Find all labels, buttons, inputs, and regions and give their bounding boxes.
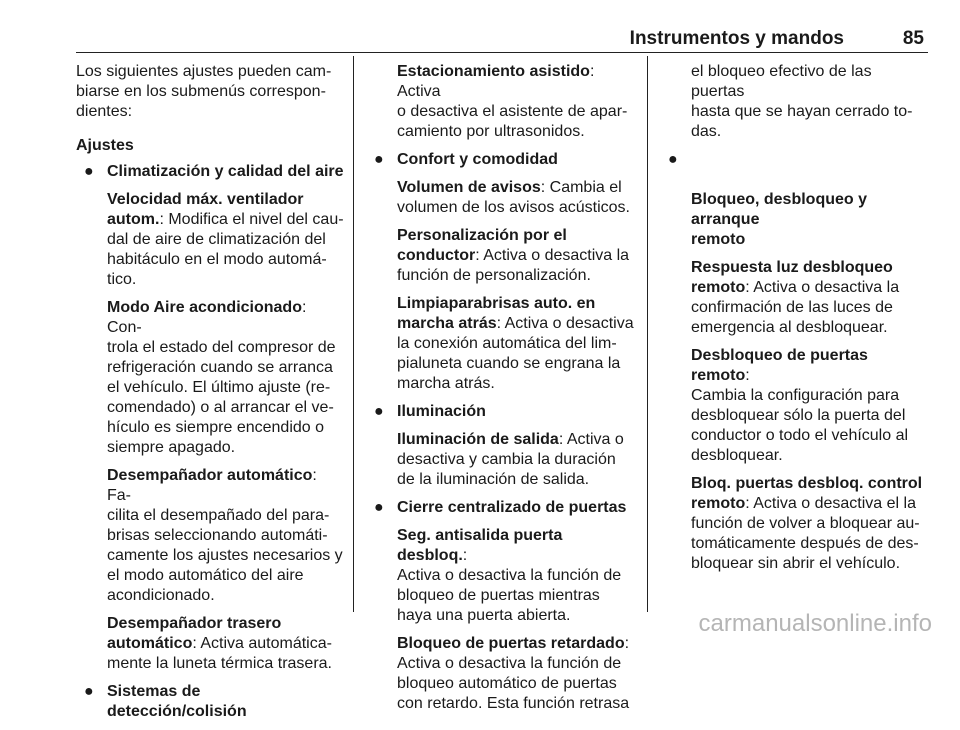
setting-description: : Activa o desactiva la conexión automática del lim- pialuneta cuando se engrana la marcha atrás.	[397, 315, 634, 392]
intro-paragraph: Los siguientes ajustes pueden cam- biarse en los submenús correspon- dientes:	[76, 63, 332, 120]
bullet-label: Bloqueo, desbloqueo y arranque remoto	[691, 191, 868, 248]
setting-term: Desbloqueo de puertas remoto	[691, 347, 868, 384]
setting-term: Seg. antisalida puerta desbloq.	[397, 527, 563, 564]
setting-term: Personalización por el conductor	[397, 227, 567, 264]
bullet-icon: ●	[84, 163, 94, 180]
setting-description: : Activa o desactiva y cambia la duración de la iluminación de salida.	[397, 431, 624, 488]
bullet-heading	[366, 150, 634, 170]
bullet-label: Cierre centralizado de puertas	[397, 499, 627, 516]
setting-term: Velocidad máx. ventilador autom.	[107, 191, 304, 228]
setting-term: Iluminación de salida	[397, 431, 559, 448]
setting-term: Volumen de avisos	[397, 179, 541, 196]
setting-item	[660, 474, 928, 574]
setting-description: : Con- trola el estado del compresor de refrigeración cuando se arranca el vehículo. El último ajuste (re- comendado) o al arrancar el ve- hículo es siempre encendido o siempre apagado.	[107, 299, 336, 456]
section-heading: Ajustes	[76, 137, 134, 154]
setting-description: : Activa o desactiva la confirmación de las luces de emergencia al desbloquear.	[691, 279, 900, 336]
setting-item	[366, 226, 634, 286]
column-3	[660, 62, 928, 582]
setting-description: : Fa- cilita el desempañado del para- brisas seleccionando automáti- camente los ajustes necesarios y el modo automático del aire acondicionado.	[107, 467, 343, 604]
bullet-heading	[76, 682, 344, 722]
page-number: 85	[902, 28, 924, 49]
setting-item	[366, 62, 634, 142]
setting-term: Bloqueo de puertas retardado	[397, 635, 625, 652]
bullet-heading	[660, 150, 928, 250]
continued-paragraph: el bloqueo efectivo de las puertas hasta que se hayan cerrado to- das.	[691, 63, 913, 140]
column-2	[366, 62, 634, 714]
header-divider	[76, 52, 928, 53]
bullet-icon: ●	[374, 151, 384, 168]
setting-item	[660, 346, 928, 466]
setting-term: Estacionamiento asistido	[397, 63, 590, 80]
setting-description: : Cambia la configuración para desbloquear sólo la puerta del conductor o todo el vehículo al desbloquear.	[691, 367, 909, 464]
setting-description: : Activa automática- mente la luneta térmica trasera.	[107, 635, 332, 672]
bullet-heading	[366, 402, 634, 422]
setting-term: Modo Aire acondicionado	[107, 299, 302, 316]
bullet-heading	[76, 162, 344, 182]
setting-description: : Activa o desactiva el la función de volver a bloquear au- tomáticamente después de des- bloquear sin abrir el vehículo.	[691, 495, 920, 572]
watermark: carmanualsonline.info	[698, 610, 932, 637]
page-header	[76, 26, 928, 52]
setting-item	[76, 614, 344, 674]
setting-term: Desempañador automático	[107, 467, 313, 484]
column-divider-1	[353, 56, 354, 612]
setting-item	[366, 178, 634, 218]
setting-description: : Cambia el volumen de los avisos acústicos.	[397, 179, 630, 216]
setting-description: : Modifica el nivel del cau- dal de aire de climatización del habitáculo en el modo automá- tico.	[107, 211, 344, 288]
setting-description: : Activa o desactiva la función de bloqueo automático de puertas con retardo. Esta función retrasa	[397, 635, 630, 712]
bullet-label: Climatización y calidad del aire	[107, 163, 344, 180]
bullet-label: Sistemas de detección/colisión	[107, 683, 247, 720]
setting-item	[366, 526, 634, 626]
setting-item	[76, 298, 344, 458]
setting-item	[366, 634, 634, 714]
setting-term: Limpiaparabrisas auto. en marcha atrás	[397, 295, 596, 332]
setting-item	[366, 294, 634, 394]
page-title: Instrumentos y mandos	[629, 28, 844, 49]
bullet-icon: ●	[84, 683, 94, 700]
setting-item	[660, 258, 928, 338]
bullet-heading	[366, 498, 634, 518]
setting-item	[76, 466, 344, 606]
column-divider-2	[647, 56, 648, 612]
bullet-icon: ●	[374, 403, 384, 420]
bullet-icon: ●	[668, 151, 678, 168]
bullet-label: Iluminación	[397, 403, 486, 420]
setting-term: Respuesta luz desbloqueo remoto	[691, 259, 893, 296]
setting-description: : Activa o desactiva la función de personalización.	[397, 247, 630, 284]
setting-term: Desempañador trasero automático	[107, 615, 282, 652]
setting-item	[76, 190, 344, 290]
setting-description: : Activa o desactiva el asistente de apar- camiento por ultrasonidos.	[397, 63, 628, 140]
setting-item	[366, 430, 634, 490]
setting-term: Bloq. puertas desbloq. control remoto	[691, 475, 923, 512]
column-1	[76, 62, 344, 730]
bullet-label: Confort y comodidad	[397, 151, 558, 168]
setting-description: : Activa o desactiva la función de bloqueo de puertas mientras haya una puerta abierta.	[397, 547, 622, 624]
bullet-icon: ●	[374, 499, 384, 516]
